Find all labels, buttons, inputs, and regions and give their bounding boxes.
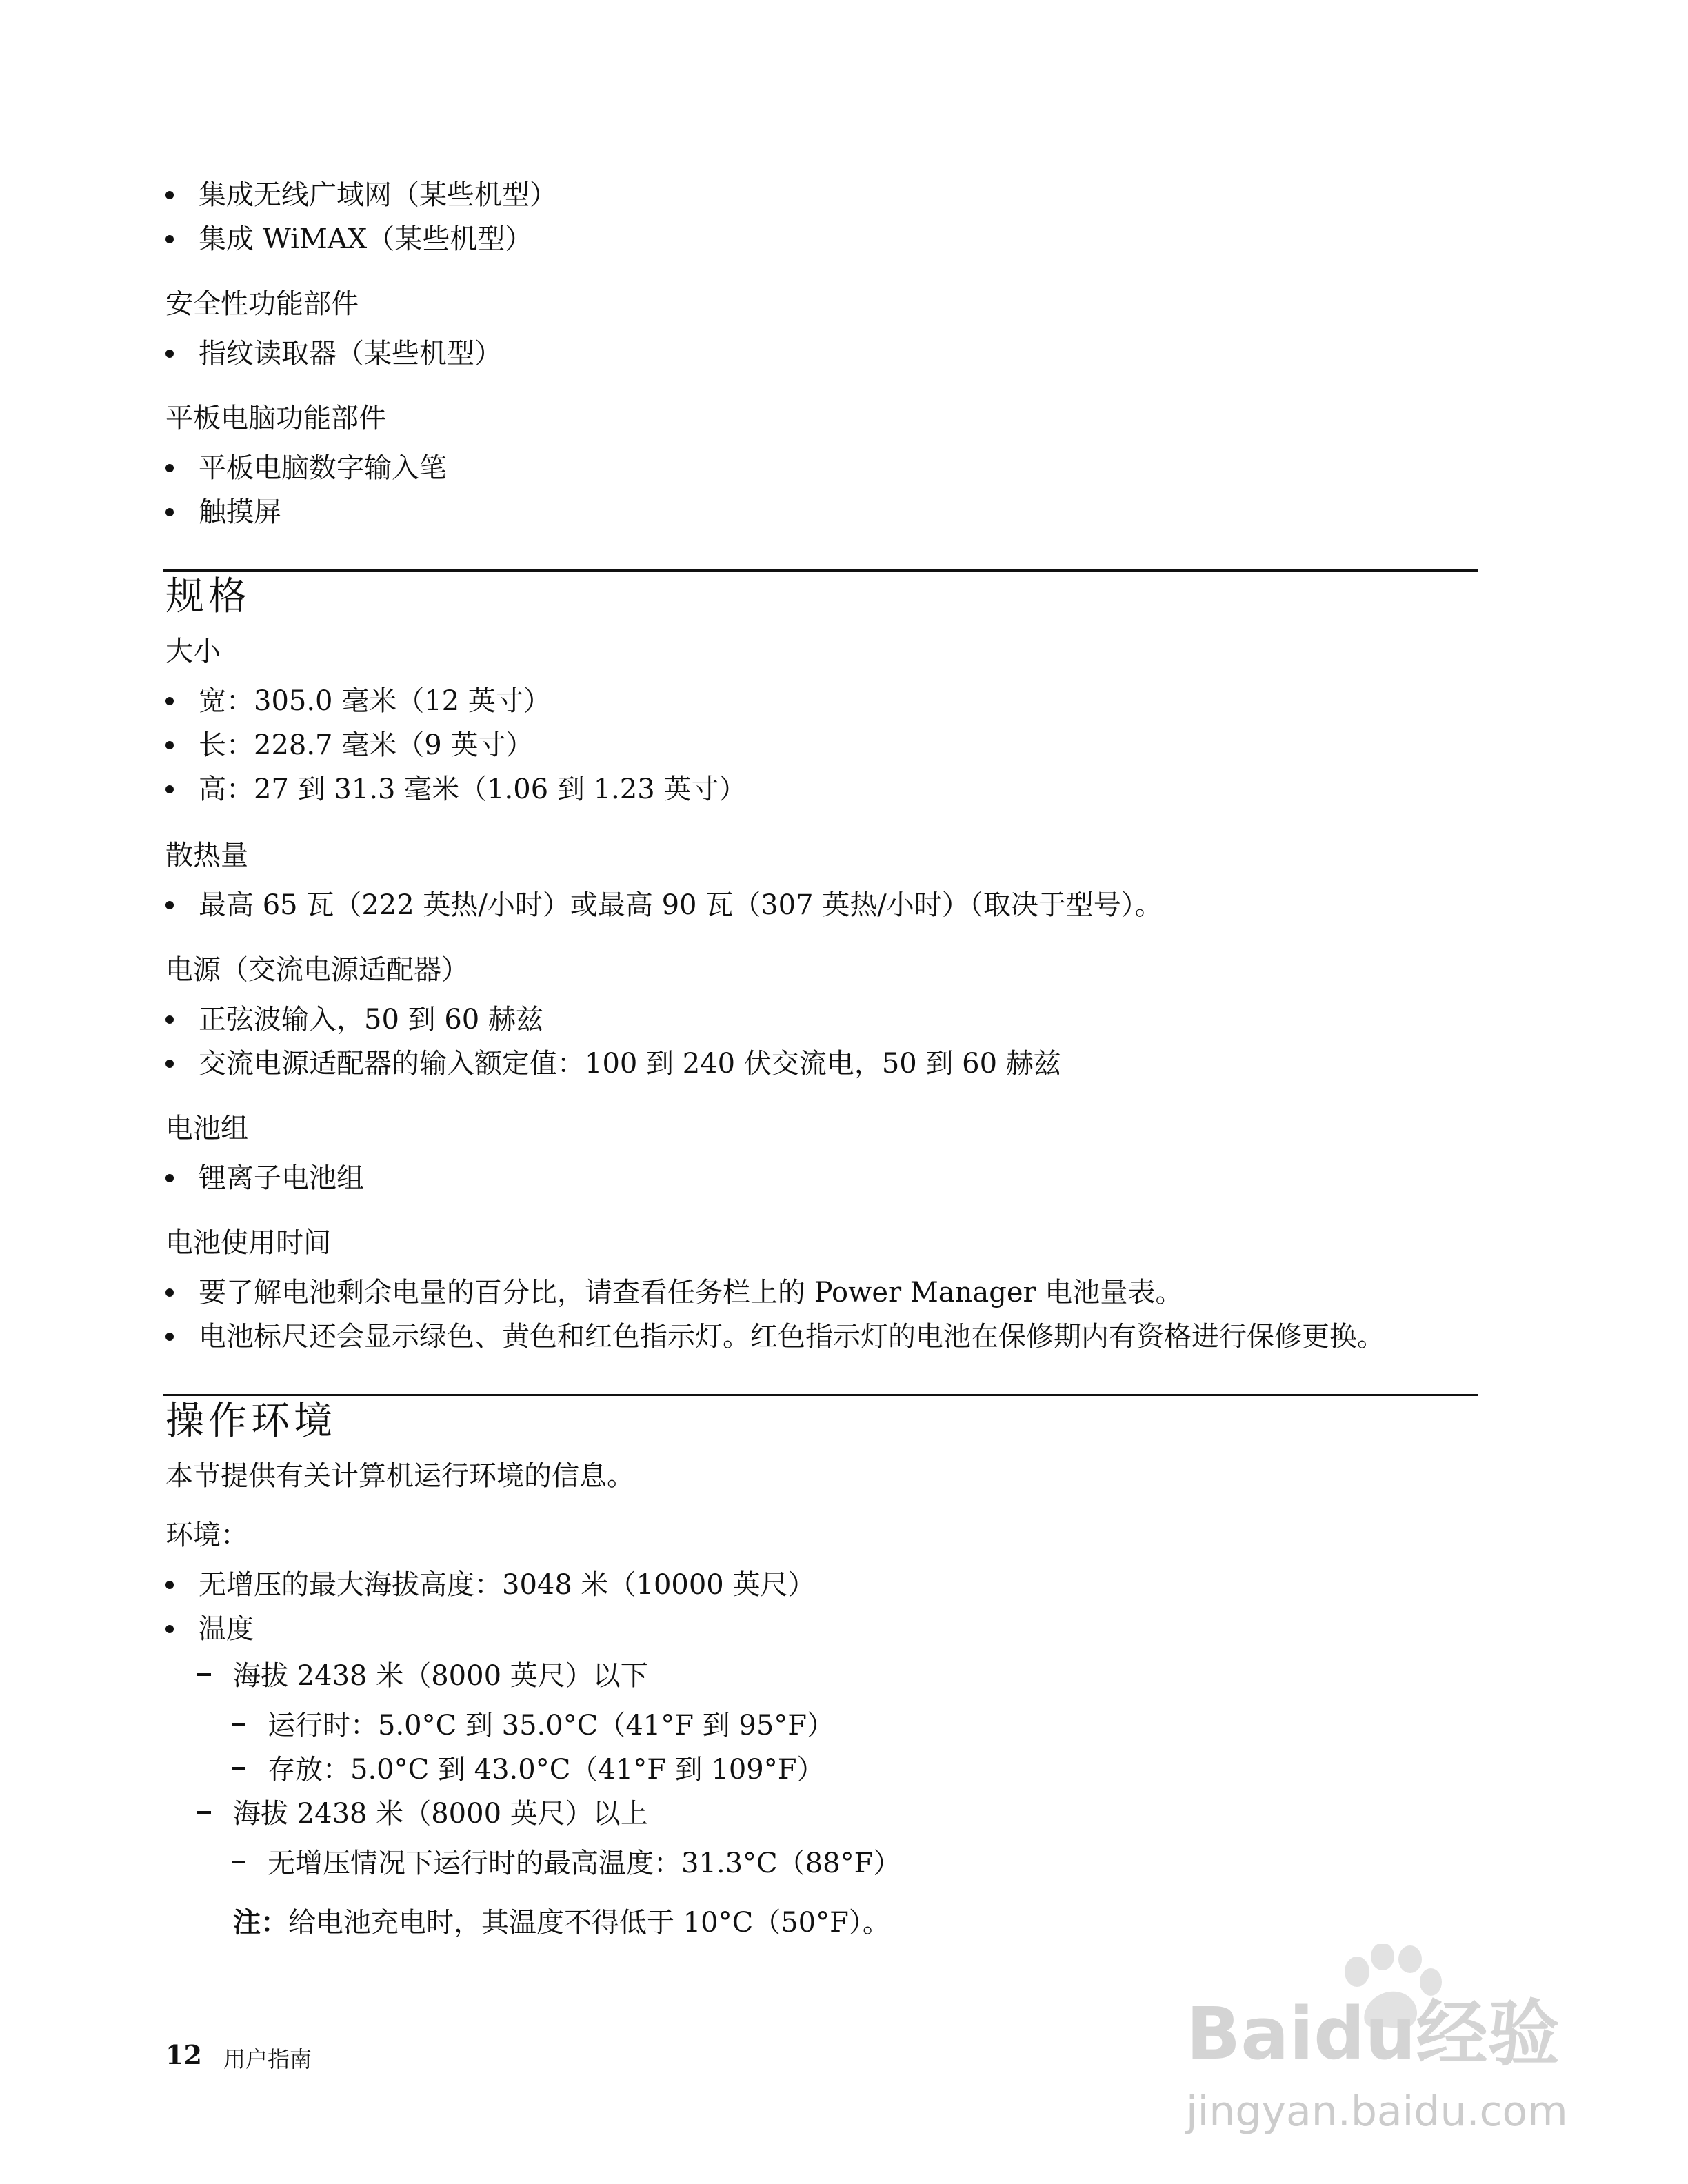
list-item: 触摸屏: [199, 496, 281, 528]
sublist-item: 运行时：5.0°C 到 35.0°C（41°F 到 95°F）: [268, 1710, 835, 1741]
intro-paragraph: 本节提供有关计算机运行环境的信息。: [165, 1460, 634, 1492]
section-subheading: 电池使用时间: [165, 1227, 331, 1259]
list-item: 高：27 到 31.3 毫米（1.06 到 1.23 英寸）: [199, 774, 747, 805]
bullet: [165, 1288, 174, 1297]
list-item: 集成无线广域网（某些机型）: [199, 179, 557, 211]
list-item: 集成 WiMAX（某些机型）: [199, 223, 533, 255]
list-item: 指纹读取器（某些机型）: [199, 338, 502, 370]
section-subheading: 环境：: [165, 1519, 248, 1551]
bullet: [165, 1581, 174, 1589]
watermark-brand: Baidu经验: [1186, 1992, 1560, 2076]
section-subheading: 平板电脑功能部件: [165, 403, 386, 434]
note-text: 给电池充电时，其温度不得低于 10°C（50°F）。: [288, 1907, 890, 1939]
dash-marker: [232, 1861, 245, 1863]
sublist-item: 海拔 2438 米（8000 英尺）以上: [233, 1798, 648, 1830]
list-item: 交流电源适配器的输入额定值：100 到 240 伏交流电，50 到 60 赫兹: [199, 1048, 1061, 1080]
list-item: 要了解电池剩余电量的百分比，请查看任务栏上的 Power Manager 电池量表。: [199, 1277, 1183, 1308]
section-subheading: 散热量: [165, 840, 248, 871]
sublist-item: 海拔 2438 米（8000 英尺）以下: [233, 1660, 648, 1692]
watermark-url: jingyan.baidu.com: [1186, 2087, 1568, 2136]
bullet: [165, 1625, 174, 1633]
list-item: 正弦波输入，50 到 60 赫兹: [199, 1004, 543, 1035]
bullet: [165, 235, 174, 243]
section-subheading: 电池组: [165, 1113, 248, 1144]
list-item: 无增压的最大海拔高度：3048 米（10000 英尺）: [199, 1569, 816, 1601]
dash-marker: [197, 1811, 211, 1814]
page-number: 12: [165, 2039, 202, 2070]
bullet: [165, 191, 174, 199]
dash-marker: [232, 1767, 245, 1770]
list-item: 平板电脑数字输入笔: [199, 452, 447, 484]
bullet: [165, 1060, 174, 1068]
bullet: [165, 785, 174, 793]
section-subheading: 大小: [165, 636, 221, 667]
list-item: 电池标尺还会显示绿色、黄色和红色指示灯。红色指示灯的电池在保修期内有资格进行保修更换。: [199, 1321, 1385, 1353]
section-title-specs: 规格: [165, 574, 251, 619]
bullet: [165, 741, 174, 749]
bullet: [165, 464, 174, 472]
section-title-environment: 操作环境: [165, 1399, 336, 1444]
section-subheading: 电源（交流电源适配器）: [165, 954, 469, 986]
section-divider: [163, 1394, 1478, 1396]
note-label: 注：: [233, 1906, 288, 1939]
watermark: [1186, 1944, 1572, 2151]
bullet: [165, 508, 174, 516]
list-item: 温度: [199, 1613, 254, 1645]
dash-marker: [232, 1723, 245, 1726]
section-divider: [163, 569, 1478, 572]
list-item: 长：228.7 毫米（9 英寸）: [199, 729, 534, 761]
list-item: 锂离子电池组: [199, 1162, 364, 1194]
document-title: 用户指南: [223, 2046, 312, 2072]
bullet: [165, 1015, 174, 1024]
bullet: [165, 1174, 174, 1182]
sublist-item: 无增压情况下运行时的最高温度：31.3°C（88°F）: [268, 1848, 901, 1879]
dash-marker: [197, 1673, 211, 1676]
bullet: [165, 1333, 174, 1341]
list-item: 宽：305.0 毫米（12 英寸）: [199, 685, 551, 717]
bullet: [165, 901, 174, 909]
list-item: 最高 65 瓦（222 英热/小时）或最高 90 瓦（307 英热/小时）（取决于型号）。: [199, 889, 1163, 921]
bullet: [165, 350, 174, 358]
sublist-item: 存放：5.0°C 到 43.0°C（41°F 到 109°F）: [268, 1754, 825, 1786]
section-subheading: 安全性功能部件: [165, 288, 359, 320]
note: [233, 1906, 890, 1939]
bullet: [165, 697, 174, 705]
